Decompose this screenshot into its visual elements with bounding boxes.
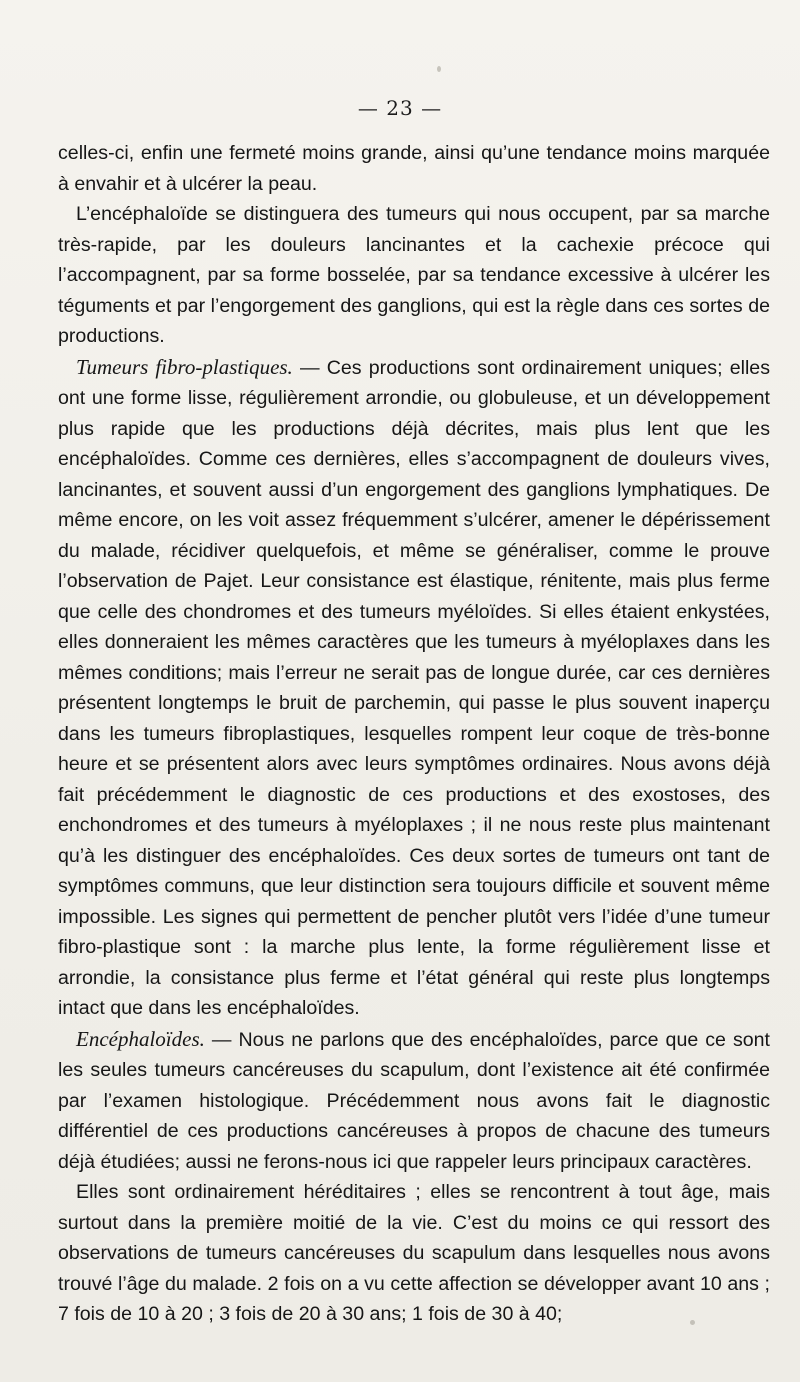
section-title: Encéphaloïdes.: [76, 1026, 205, 1051]
paragraph-heredite-age: [58, 1177, 770, 1330]
paragraph-tumeurs-fibro-plastiques: [58, 352, 770, 1024]
paragraph-text: Elles sont ordinairement héréditaires ; elles se rencontrent à tout âge, mais surtout dans la première moitié de la vie. C’est du moins ce qui ressort des observations de tumeurs cancéreuses du scapulum dans lesquelles nous avons trouvé l’âge du malade. 2 fois on a vu cette affection se développer avant 10 ans ; 7 fois de 10 à 20 ; 3 fois de 20 à 30 ans; 1 fois de 30 à 40;: [58, 1181, 770, 1325]
paragraph-encephaloides: [58, 1024, 770, 1178]
paragraph-continuation: [58, 138, 770, 199]
page-number: — 23 —: [357, 96, 443, 120]
body-text: [58, 138, 770, 1330]
section-title: Tumeurs fibro-plastiques.: [76, 354, 293, 379]
paragraph-text: celles-ci, enfin une fermeté moins grande, ainsi qu’une tendance moins marquée à envahir et à ulcérer la peau.: [58, 142, 770, 195]
paragraph-encephaloide-distinction: [58, 199, 770, 352]
paragraph-text: L’encéphaloïde se distinguera des tumeurs qui nous occupent, par sa marche très-rapide, par les douleurs lancinantes et la cachexie précoce qui l’accompagnent, par sa forme bosselée, par sa tendance excessive à ulcérer les téguments et par l’engorgement des ganglions, qui est la règle dans ces sortes de productions.: [58, 203, 770, 347]
paper-speck: [437, 66, 441, 72]
paragraph-text: — Nous ne parlons que des encéphaloïdes, parce que ce sont les seules tumeurs cancéreuses du scapulum, dont l’existence ait été confirmée par l’examen histologique. Précédemment nous avons fait le diagnostic différentiel de ces productions cancéreuses à propos de chacune des tumeurs déjà étudiées; aussi ne ferons-nous ici que rappeler leurs principaux caractères.: [58, 1028, 770, 1173]
paragraph-text: — Ces productions sont ordinairement uniques; elles ont une forme lisse, régulièrement arrondie, ou globuleuse, et un développement plus rapide que les productions déjà décrites, mais plus lent que les encéphaloïdes. Comme ces dernières, elles s’accompagnent de douleurs vives, lancinantes, et souvent aussi d’un engorgement des ganglions lymphatiques. De même encore, on les voit assez fréquemment s’ulcérer, amener le dépérissement du malade, récidiver quelquefois, et même se généraliser, comme le prouve l’observation de Pajet. Leur consistance est élastique, rénitente, mais plus ferme que celle des chondromes et des tumeurs myéloïdes. Si elles étaient enkystées, elles donneraient les mêmes caractères que les tumeurs à myéloplaxes dans les mêmes conditions; mais l’erreur ne serait pas de longue durée, car ces dernières présentent longtemps le bruit de parchemin, qui passe le plus souvent inaperçu dans les tumeurs fibroplastiques, lesquelles rompent leur coque de très-bonne heure et se présentent alors avec leurs symptômes ordinaires. Nous avons déjà fait précédemment le diagnostic de ces productions et des exostoses, des enchondromes et des tumeurs à myéloplaxes ; il ne nous reste plus maintenant qu’à les distinguer des encéphaloïdes. Ces deux sortes de tumeurs ont tant de symptômes communs, que leur distinction sera toujours difficile et souvent même impossible. Les signes qui permettent de pencher plutôt vers l’idée d’une tumeur fibro-plastique sont : la marche plus lente, la forme régulièrement lisse et arrondie, la consistance plus ferme et l’état général qui reste plus longtemps intact que dans les encéphaloïdes.: [58, 356, 770, 1019]
